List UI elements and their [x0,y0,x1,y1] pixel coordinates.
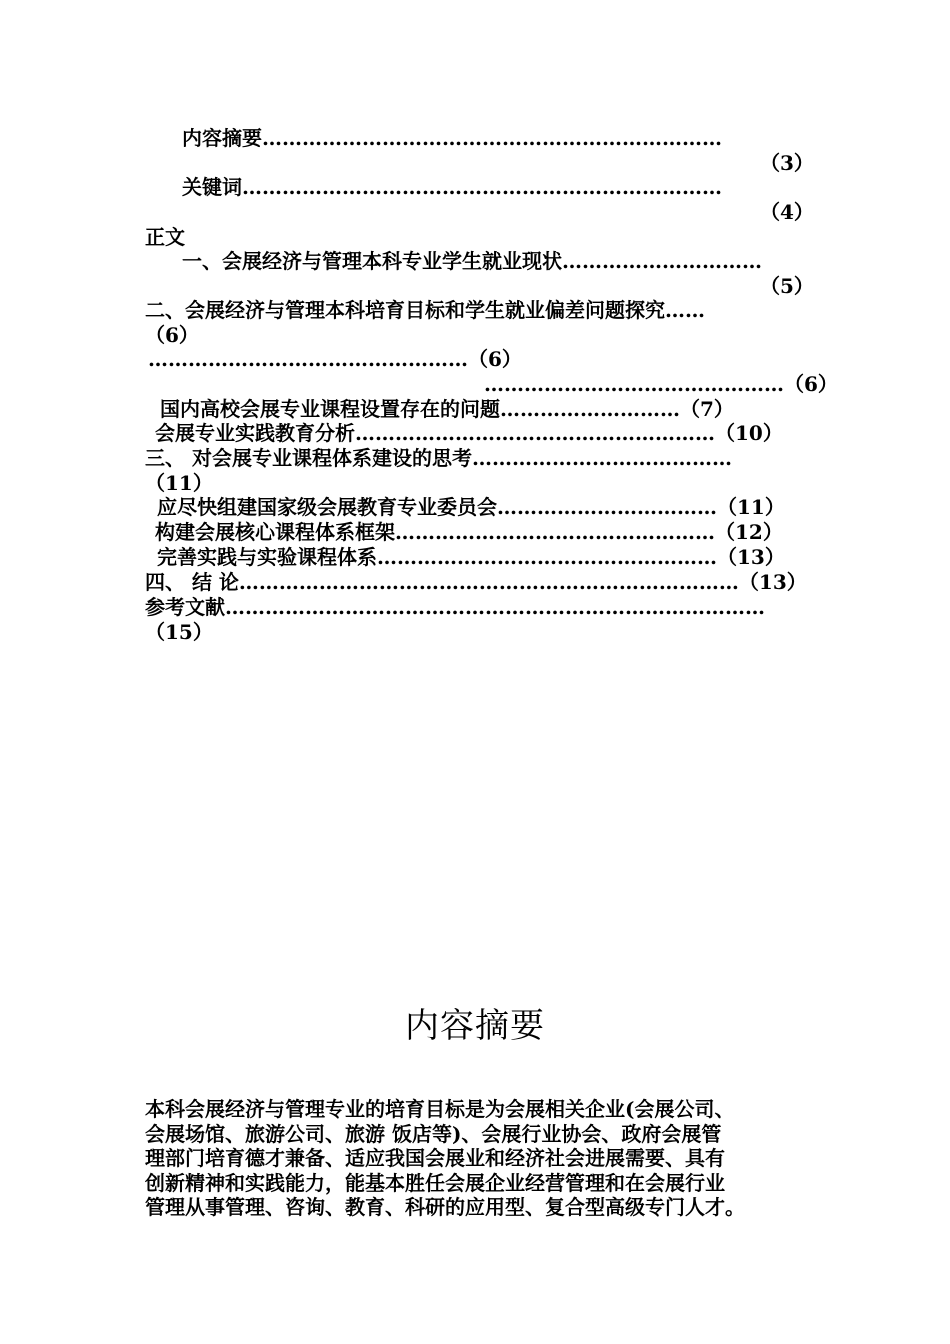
toc-page-section-1: （5） [760,274,814,298]
toc-page-references: （15） [145,620,213,644]
toc-entry-body[interactable]: 正文 [145,225,185,249]
toc-entry-section-2d[interactable]: 会展专业实践教育分析………………………………………………（10） [155,421,783,445]
toc-entry-section-3[interactable]: 三、 对会展专业课程体系建设的思考………………………………… [145,446,732,470]
toc-page-keywords: （4） [760,200,814,224]
toc-entry-section-4[interactable]: 四、 结 论…………………………………………………………………（13） [145,570,807,594]
toc-entry-references[interactable]: 参考文献……………………………………………………………………… [145,595,765,619]
toc-entry-section-1[interactable]: 一、会展经济与管理本科专业学生就业现状………………………… [182,249,762,273]
toc-entry-abstract[interactable]: 内容摘要…………………………………………………………… [182,126,722,150]
toc-entry-section-3a[interactable]: 应尽快组建国家级会展教育专业委员会……………………………（11） [157,495,785,519]
toc-page-section-2: （6） [145,323,199,347]
abstract-line: 会展场馆、旅游公司、旅游 饭店等)、会展行业协会、政府会展管 [145,1121,722,1146]
toc-page-abstract: （3） [760,151,814,175]
abstract-line: 管理从事管理、咨询、教育、科研的应用型、复合型高级专门人才。 [145,1195,745,1219]
toc-entry-section-3b[interactable]: 构建会展核心课程体系框架…………………………………………（12） [155,520,783,544]
toc-entry-section-2c[interactable]: 国内高校会展专业课程设置存在的问题………………………（7） [160,397,734,421]
abstract-heading: 内容摘要 [405,1006,545,1046]
toc-entry-section-3c[interactable]: 完善实践与实验课程体系……………………………………………（13） [157,545,785,569]
abstract-paragraph [145,1097,815,1220]
toc-entry-section-2b[interactable]: ………………………………………（6） [484,372,838,396]
abstract-line: 理部门培育德才兼备、适应我国会展业和经济社会进展需要、具有 [145,1146,725,1170]
toc-entry-section-2[interactable]: 二、会展经济与管理本科培育目标和学生就业偏差问题探究…… [145,298,705,322]
abstract-line: 本科会展经济与管理专业的培育目标是为会展相关企业(会展公司、 [145,1097,735,1121]
abstract-line: 创新精神和实践能力，能基本胜任会展企业经营管理和在会展行业 [145,1170,725,1195]
toc-page-section-3: （11） [145,471,213,495]
toc-entry-section-2a[interactable]: …………………………………………（6） [148,347,522,371]
toc-entry-keywords[interactable]: 关键词……………………………………………………………… [182,175,722,199]
